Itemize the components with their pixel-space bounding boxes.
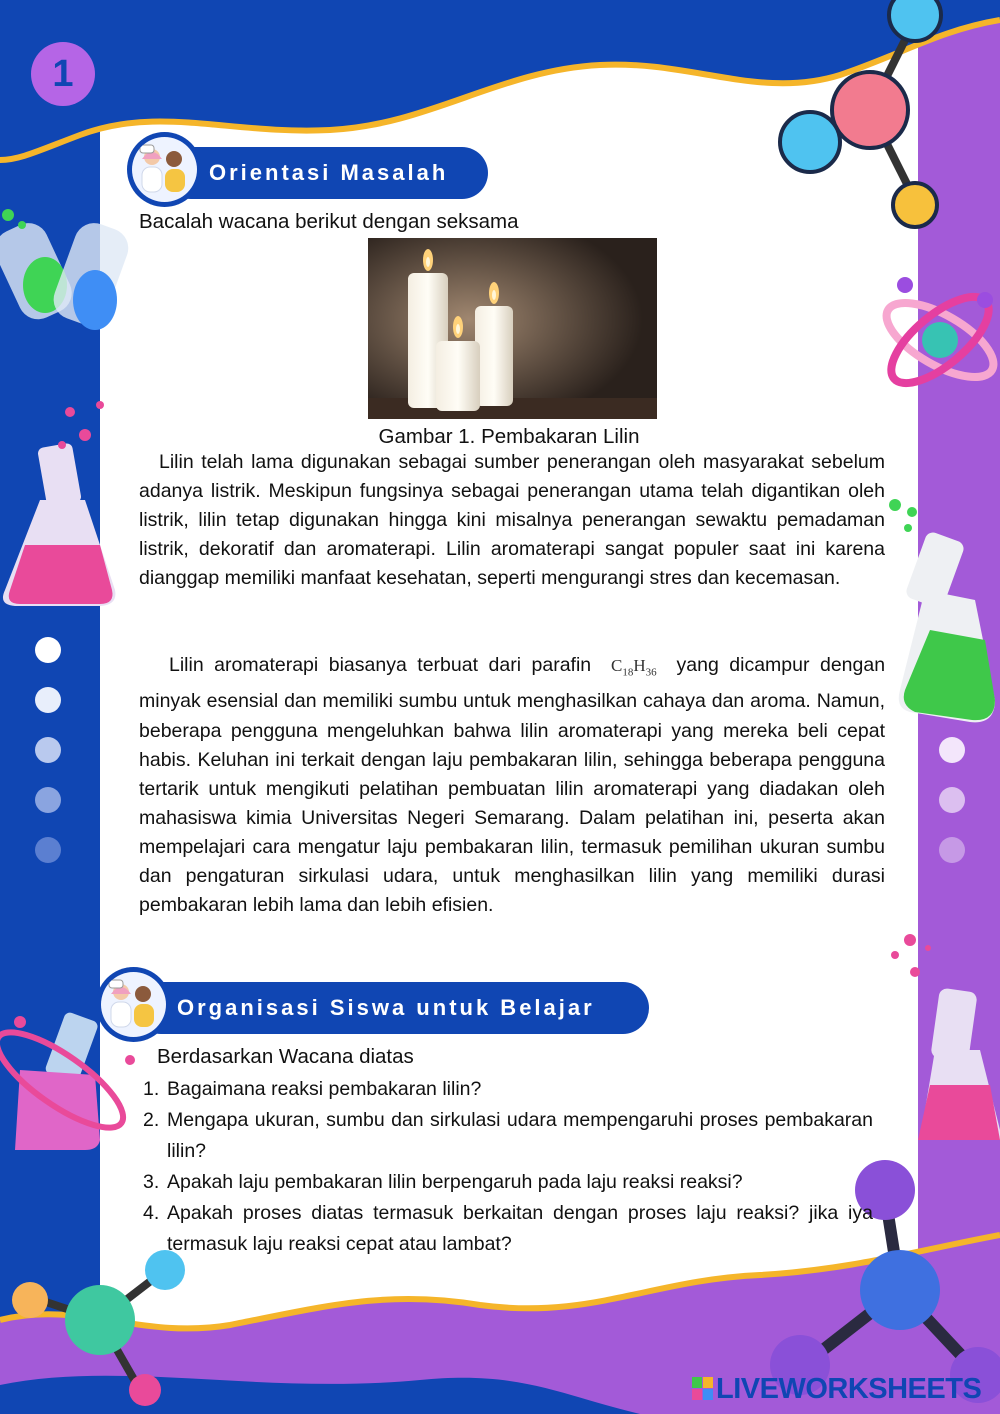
- dot-left-3: [35, 737, 61, 763]
- section-title-organisasi: Organisasi Siswa untuk Belajar: [177, 995, 595, 1020]
- question-text: Apakah proses diatas termasuk berkaitan dengan proses laju reaksi? jika iya termasuk laju reaksi cepat atau lambat?: [167, 1202, 873, 1255]
- liveworksheets-logo[interactable]: [692, 1374, 981, 1404]
- liveworksheets-icon: [692, 1377, 714, 1401]
- question-number: 2.: [143, 1109, 160, 1131]
- paragraph-2-text-after: yang dicampur dengan minyak esensial dan memiliki sumbu untuk menghasilkan cahaya dan aroma. Namun, beberapa pengguna mengeluhkan bahwa lilin aromaterapi yang mereka beli cepat habis. Keluhan ini terkait dengan laju pembakaran lilin, sehingga beberapa pengguna tertarik untuk mengikuti pelatihan pembuatan lilin aromaterapi yang diadakan oleh mahasiswa kimia Universitas Negeri Semarang. Dalam pelatihan ini, peserta akan mempelajari cara mengatur laju pembakaran lilin, termasuk pemilihan ukuran sumbu dan pengaturan sirkulasi udara, untuk menghasilkan lilin yang memiliki durasi pembakaran lebih lama dan lebih efisien.: [139, 654, 886, 917]
- formula-h: H: [633, 656, 646, 675]
- avatar-group-2: [96, 967, 171, 1042]
- reading-instruction: Bacalah wacana berikut dengan seksama: [139, 210, 519, 233]
- question-item: [143, 1074, 873, 1105]
- page-number: 1: [52, 53, 74, 95]
- section-title-orientasi: Orientasi Masalah: [209, 160, 449, 185]
- dot-right-1: [939, 737, 965, 763]
- paragraph-2-text-before: Lilin aromaterapi biasanya terbuat dari parafin: [169, 654, 592, 676]
- question-item: [143, 1167, 873, 1198]
- formula-h-sub: 36: [645, 666, 657, 679]
- dot-left-5: [35, 837, 61, 863]
- figure-caption: Gambar 1. Pembakaran Lilin: [378, 425, 640, 448]
- question-number: 3.: [143, 1171, 160, 1193]
- students-icon-2: [101, 972, 166, 1037]
- questions-intro: Berdasarkan Wacana diatas: [157, 1045, 414, 1068]
- dot-right-3: [939, 837, 965, 863]
- question-number: 1.: [143, 1078, 160, 1100]
- dot-left-2: [35, 687, 61, 713]
- avatar-group-1: [127, 132, 202, 207]
- question-text: Apakah laju pembakaran lilin berpengaruh pada laju reaksi reaksi?: [167, 1171, 743, 1193]
- section-header-organisasi: [135, 982, 649, 1034]
- section-header-orientasi: [165, 147, 488, 199]
- dot-right-2: [939, 787, 965, 813]
- question-list: [143, 1074, 873, 1260]
- formula-c-sub: 18: [622, 666, 634, 679]
- question-item: [143, 1105, 873, 1167]
- liveworksheets-text: LIVEWORKSHEETS: [716, 1372, 982, 1405]
- paragraph-2: [139, 651, 885, 920]
- formula-c: C: [611, 656, 623, 675]
- question-text: Mengapa ukuran, sumbu dan sirkulasi udara mempengaruhi proses pembakaran lilin?: [167, 1109, 873, 1162]
- dot-left-4: [35, 787, 61, 813]
- question-text: Bagaimana reaksi pembakaran lilin?: [167, 1078, 482, 1100]
- paragraph-1-text: Lilin telah lama digunakan sebagai sumber penerangan oleh masyarakat sebelum adanya listrik. Meskipun fungsinya sebagai penerangan utama telah digantikan oleh listrik, lilin tetap digunakan hingga kini misalnya penerangan sewaktu pemadaman listrik, dekoratif dan aromaterapi. Lilin aromaterapi sangat populer saat ini karena dianggap memiliki manfaat kesehatan, seperti mengurangi stres dan kecemasan.: [139, 451, 885, 590]
- dot-left-1: [35, 637, 61, 663]
- candle-photo: [368, 238, 657, 419]
- candle-right: [475, 306, 513, 406]
- question-item: [143, 1198, 873, 1260]
- candle-short: [436, 341, 480, 411]
- students-icon: [132, 137, 197, 202]
- paraffin-formula: [602, 656, 666, 679]
- paragraph-1: [139, 448, 885, 593]
- question-number: 4.: [143, 1202, 160, 1224]
